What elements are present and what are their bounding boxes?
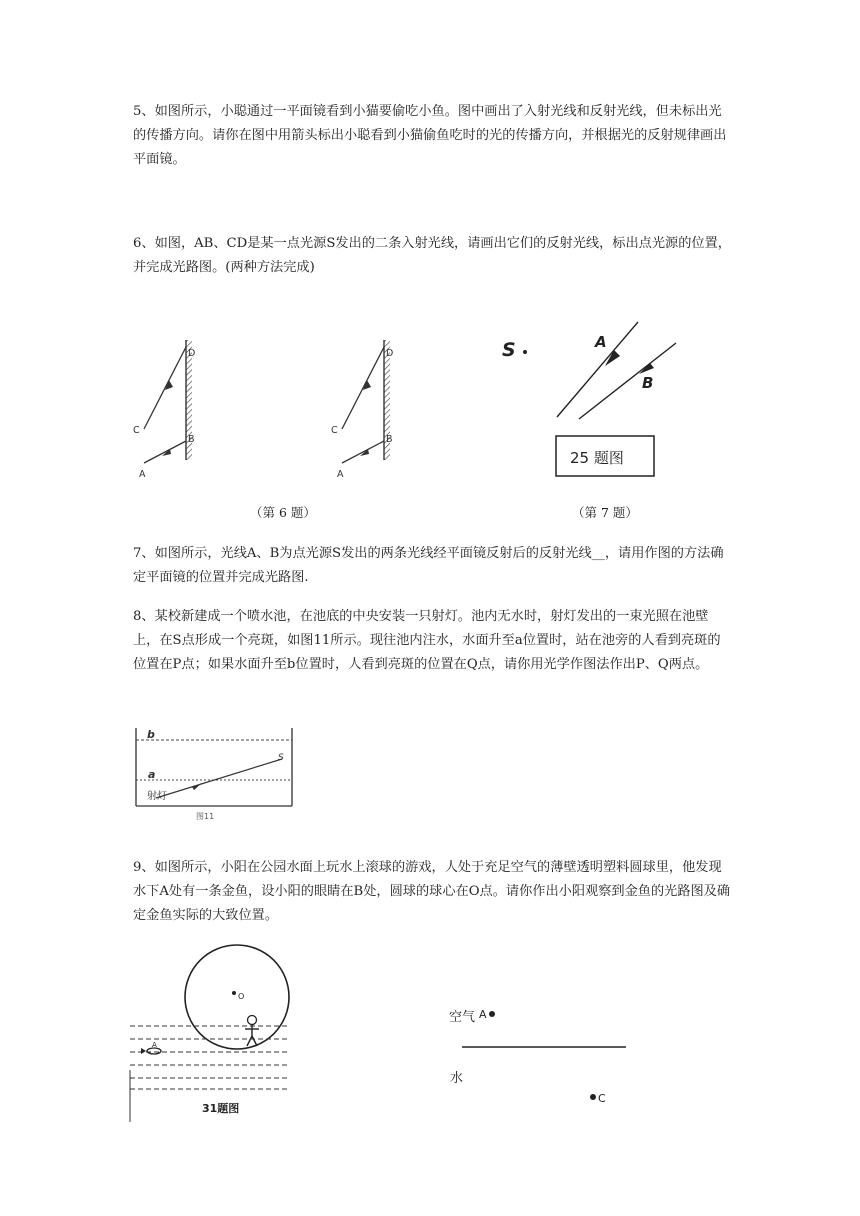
label-b: B (188, 434, 195, 445)
label-a: a (148, 768, 156, 781)
label-d: D (386, 348, 394, 359)
label-a: A (337, 469, 344, 480)
label-c: C (133, 425, 140, 436)
question-8: 8、某校新建成一个喷水池，在池底的中央安装一只射灯。池内无水时，射灯发出的一束光照在池壁上，在S点形成一个亮斑，如图11所示。现往池内注水，水面升至a位置时，站在池旁的人看到亮斑的位置在P点；如果水面升至b位置时，人看到亮斑的位置在Q点，请你用光学作图法作出P、Q两点。 (133, 609, 721, 672)
figure-9-air-water (440, 1000, 640, 1110)
question-9: 9、如图所示，小阳在公园水面上玩水上滚球的游戏，人处于充足空气的薄壁透明塑料圆球里，他发现水下A处有一条金鱼，设小阳的眼睛在B处，圆球的球心在O点。请你作出小阳观察到金鱼的光路图及确定金鱼实际的大致位置。 (133, 860, 731, 923)
label-a: A (139, 469, 146, 480)
figure-8-pool (132, 728, 302, 820)
caption-fig7: （第 7 题） (572, 505, 638, 520)
figure-9-ball (128, 950, 298, 1120)
label-water: 水 (450, 1071, 464, 1086)
label-a: A (595, 333, 607, 351)
figure-6-left (130, 335, 220, 485)
label-b: B (642, 374, 654, 392)
label-a: A (152, 1041, 157, 1049)
fig9-label: 31题图 (202, 1102, 240, 1115)
box-label: 25 题图 (570, 449, 624, 467)
label-c: C (331, 425, 338, 436)
figure-6-right (328, 335, 418, 485)
label-c: C (598, 1092, 606, 1105)
label-b: B (386, 434, 393, 445)
figure-7 (500, 318, 670, 488)
label-s: S (278, 753, 284, 763)
question-6: 6、如图，AB、CD是某一点光源S发出的二条入射光线，请画出它们的反射光线，标出点光源的位置，并完成光路图。(两种方法完成) (133, 236, 731, 275)
label-a: A (479, 1008, 487, 1021)
question-7: 7、如图所示，光线A、B为点光源S发出的两条光线经平面镜反射后的反射光线__，请用作图的方法确定平面镜的位置并完成光路图. (133, 546, 724, 585)
label-s: S (502, 339, 516, 361)
label-lamp: 射灯 (147, 791, 167, 802)
fig8-label: 图11 (196, 812, 215, 821)
label-air: 空气 (449, 1010, 476, 1025)
label-b: b (147, 728, 155, 741)
label-o: O (238, 992, 245, 1001)
label-d: D (188, 348, 196, 359)
caption-fig6: （第 6 题） (250, 505, 316, 520)
question-5: 5、如图所示，小聪通过一平面镜看到小猫要偷吃小鱼。图中画出了入射光线和反射光线，但未标出光的传播方向。请你在图中用箭头标出小聪看到小猫偷鱼吃时的光的传播方向，并根据光的反射规律画出平面镜。 (133, 104, 727, 167)
